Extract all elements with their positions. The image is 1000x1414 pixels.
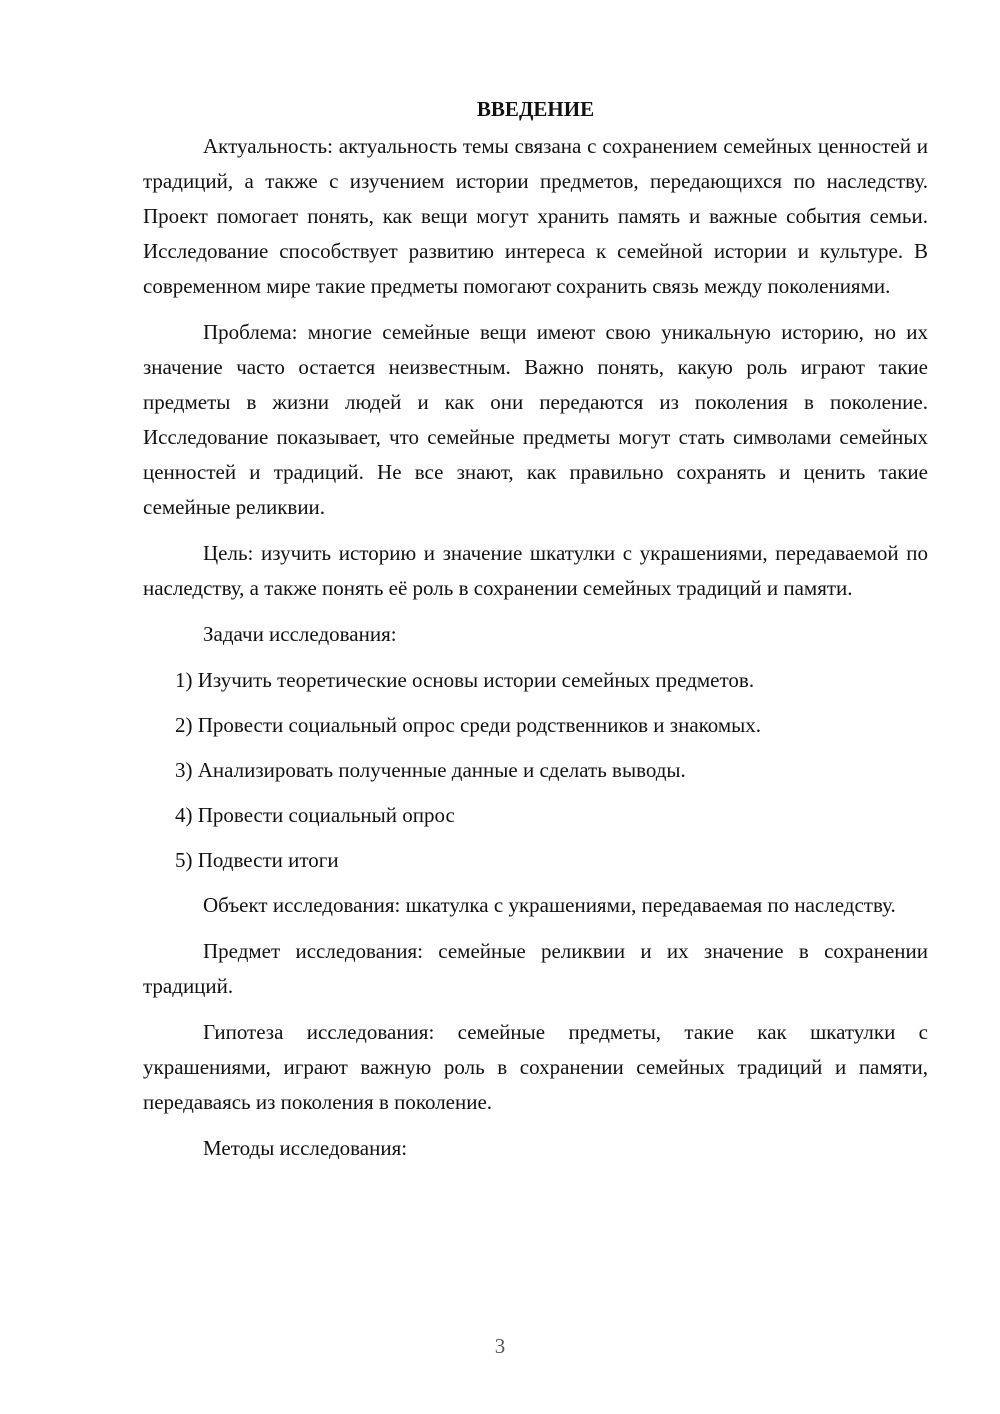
hypothesis-paragraph: Гипотеза исследования: семейные предметы, такие как шкатулки с украшениями, играют важную роль в сохранении семейных традиций и памяти, передаваясь из поколения в поколение.	[143, 1020, 928, 1114]
document-page	[143, 92, 928, 1177]
object-paragraph: Объект исследования: шкатулка с украшениями, передаваемая по наследству.	[203, 893, 896, 917]
subject-paragraph: Предмет исследования: семейные реликвии и их значение в сохранении традиций.	[143, 939, 928, 998]
goal-paragraph: Цель: изучить историю и значение шкатулки с украшениями, передаваемой по наследству, а также понять её роль в сохранении семейных традиций и памяти.	[143, 541, 928, 600]
problem-paragraph: Проблема: многие семейные вещи имеют свою уникальную историю, но их значение часто остается неизвестным. Важно понять, какую роль играют такие предметы в жизни людей и как они передаются из поколения в поколение. Исследование показывает, что семейные предметы могут стать символами семейных ценностей и традиций. Не все знают, как правильно сохранять и ценить такие семейные реликвии.	[143, 320, 928, 519]
task-item: 2) Провести социальный опрос среди родственников и знакомых.	[175, 713, 762, 737]
tasks-heading: Задачи исследования:	[203, 622, 397, 646]
page-number: 3	[494, 1334, 506, 1358]
section-title: ВВЕДЕНИЕ	[476, 97, 595, 121]
task-item: 1) Изучить теоретические основы истории семейных предметов.	[175, 668, 755, 692]
tasks-list	[143, 663, 928, 878]
methods-heading: Методы исследования:	[203, 1136, 408, 1160]
relevance-paragraph: Актуальность: актуальность темы связана с сохранением семейных ценностей и традиций, а также с изучением истории предметов, передающихся по наследству. Проект помогает понять, как вещи могут хранить память и важные события семьи. Исследование способствует развитию интереса к семейной истории и культуре. В современном мире такие предметы помогают сохранить связь между поколениями.	[143, 134, 928, 298]
task-item: 5) Подвести итоги	[175, 848, 339, 872]
task-item: 3) Анализировать полученные данные и сделать выводы.	[175, 758, 686, 782]
task-item: 4) Провести социальный опрос	[175, 803, 455, 827]
